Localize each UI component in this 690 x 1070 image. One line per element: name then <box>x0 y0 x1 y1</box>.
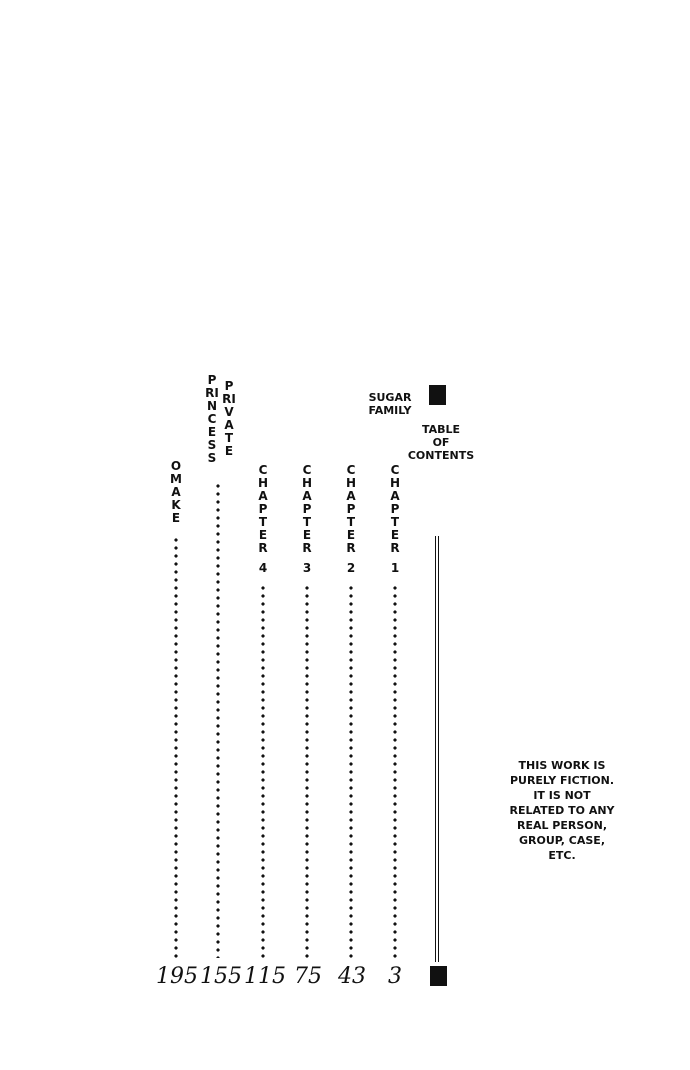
disclaimer-line1: THIS WORK IS <box>518 759 606 772</box>
disclaimer-line4: RELATED TO ANY <box>509 804 615 817</box>
chapter-4-label: CHAPTER <box>257 463 269 555</box>
disclaimer-line6: GROUP, CASE, <box>518 834 606 847</box>
chapter-3-number: 3 <box>302 561 312 575</box>
chapter-2-number: 2 <box>346 561 356 575</box>
chapter-1-page: 3 <box>388 964 402 989</box>
vertical-double-rule <box>435 536 439 962</box>
toc-heading <box>400 423 482 462</box>
princess-private-leader <box>216 482 220 958</box>
disclaimer-line3: IT IS NOT <box>533 789 591 802</box>
omake-leader <box>174 536 178 958</box>
book-title-line1: SUGAR <box>368 391 412 404</box>
chapter-3-leader <box>305 584 309 958</box>
chapter-3-page: 75 <box>294 964 322 989</box>
chapter-4-number: 4 <box>258 561 268 575</box>
toc-heading-line3: CONTENTS <box>407 449 475 462</box>
fiction-disclaimer <box>496 758 628 863</box>
omake-label: OMAKE <box>170 459 182 525</box>
bottom-square-mark <box>430 966 447 986</box>
chapter-2-label: CHAPTER <box>345 463 357 555</box>
disclaimer-line2: PURELY FICTION. <box>509 774 615 787</box>
chapter-4-leader <box>261 584 265 958</box>
princess-private-page: 155 <box>200 964 242 989</box>
chapter-1-number: 1 <box>390 561 400 575</box>
book-title <box>360 391 420 417</box>
omake-page: 195 <box>156 964 198 989</box>
toc-heading-line1: TABLE <box>421 423 461 436</box>
toc-heading-line2: OF <box>432 436 450 449</box>
chapter-2-leader <box>349 584 353 958</box>
disclaimer-line7: ETC. <box>548 849 576 862</box>
chapter-3-label: CHAPTER <box>301 463 313 555</box>
chapter-2-page: 43 <box>338 964 366 989</box>
book-title-line2: FAMILY <box>368 404 412 417</box>
princess-private-label-col1: PRINCESS <box>205 373 219 465</box>
chapter-4-page: 115 <box>244 964 286 989</box>
chapter-1-leader <box>393 584 397 958</box>
top-square-mark <box>429 385 446 405</box>
chapter-1-label: CHAPTER <box>389 463 401 555</box>
disclaimer-line5: REAL PERSON, <box>516 819 608 832</box>
princess-private-label-col2: PRIVATE <box>222 379 236 458</box>
